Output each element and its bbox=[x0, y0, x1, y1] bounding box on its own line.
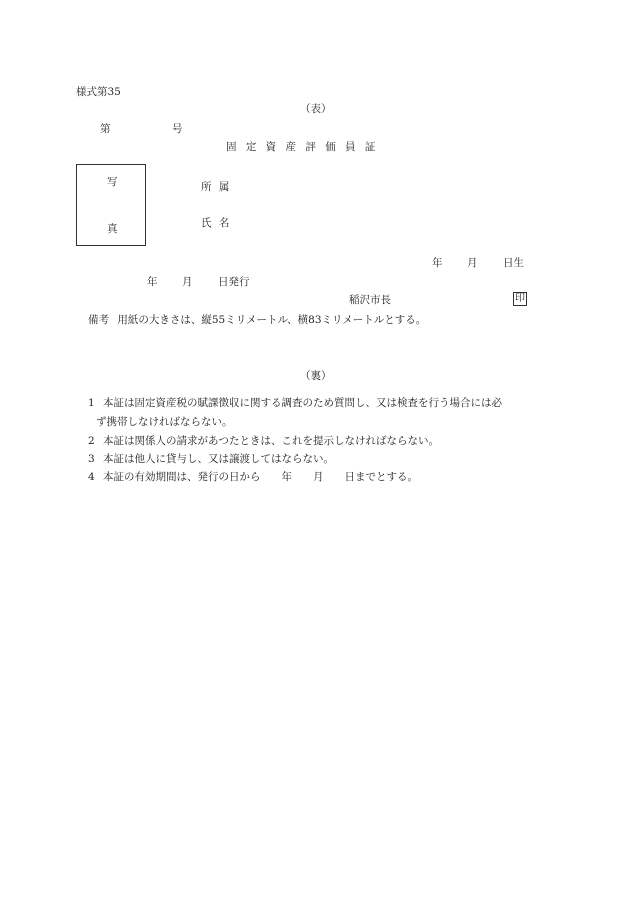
number-dai: 第 bbox=[100, 123, 111, 135]
seal-mark: 印 bbox=[515, 293, 525, 304]
form-number: 様式第35 bbox=[76, 86, 121, 98]
front-label: （表） bbox=[300, 103, 332, 115]
birth-month: 月 bbox=[467, 257, 478, 269]
mayor-title: 稲沢市長 bbox=[349, 294, 391, 306]
photo-label-1: 写 bbox=[107, 176, 118, 188]
card-title: 固 定 資 産 評 価 員 証 bbox=[226, 141, 376, 153]
name-label: 氏 名 bbox=[201, 217, 230, 229]
issue-month: 月 bbox=[182, 276, 193, 288]
back-item-3: 3 本証は他人に貸与し、又は譲渡してはならない。 bbox=[88, 453, 335, 465]
remarks: 備考 用紙の大きさは、縦55ミリメートル、横83ミリメートルとする。 bbox=[88, 314, 427, 326]
issue-year: 年 bbox=[147, 276, 158, 288]
back-item-1: 1 本証は固定資産税の賦課徴収に関する調査のため質問し、又は検査を行う場合には必 bbox=[88, 397, 503, 409]
birth-year: 年 bbox=[432, 257, 443, 269]
birth-day: 日生 bbox=[503, 257, 524, 269]
photo-box bbox=[76, 164, 146, 246]
back-item-2: 2 本証は関係人の請求があつたときは、これを提示しなければならない。 bbox=[88, 435, 440, 447]
back-item-4: 4 本証の有効期間は、発行の日から 年 月 日までとする。 bbox=[88, 471, 419, 483]
number-go: 号 bbox=[172, 123, 183, 135]
issue-day: 日発行 bbox=[218, 276, 250, 288]
back-label: （裏） bbox=[300, 370, 332, 382]
affiliation-label: 所 属 bbox=[201, 181, 230, 193]
back-item-1-cont: ず携帯しなければならない。 bbox=[96, 416, 233, 428]
photo-label-2: 真 bbox=[107, 223, 118, 235]
